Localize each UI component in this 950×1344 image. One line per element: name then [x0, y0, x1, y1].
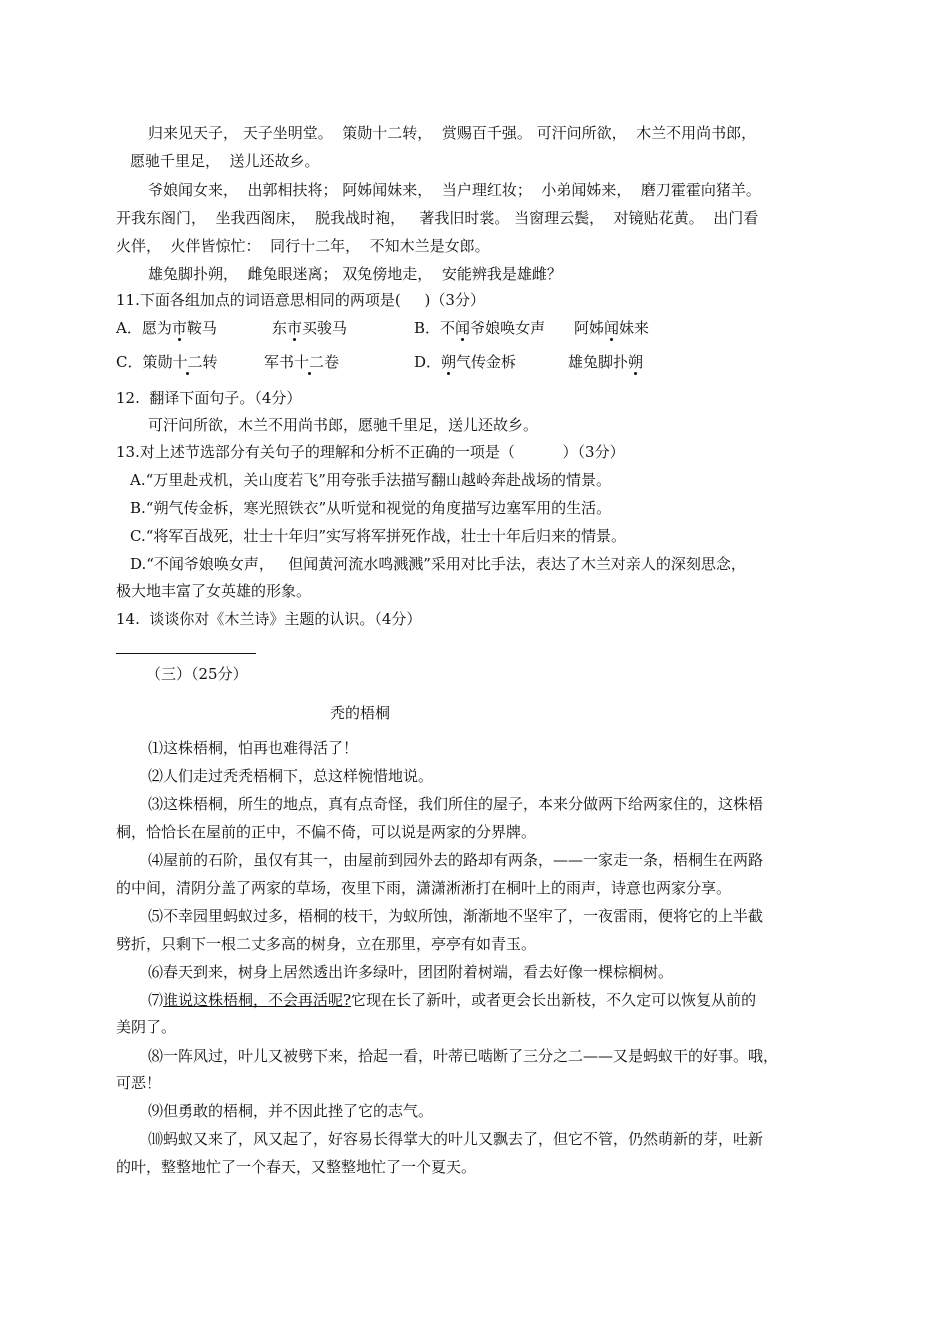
question-13-option-a: A.“万里赴戎机，关山度若飞”用夸张手法描写翻山越岭奔赴战场的情景。 [130, 471, 611, 489]
option-text: 卷 [324, 353, 340, 371]
poem-line: 愿驰千里足， 送儿还故乡。 [130, 152, 320, 170]
option-c [116, 352, 218, 372]
paragraph: ⑴这株梧桐，怕再也难得活了！ [148, 739, 359, 757]
option-text: 爷娘唤女声 [470, 319, 546, 337]
question-13-option-d-cont: 极大地丰富了女英雄的形象。 [116, 582, 312, 600]
option-text: 愿为 [141, 319, 172, 337]
option-text: 妹来 [619, 319, 650, 337]
option-text: 买骏马 [302, 319, 348, 337]
question-13-stem: 13.对上述节选部分有关句子的理解和分析不正确的一项是（ ）（3分） [116, 443, 625, 461]
dotted-word: 朔 [441, 353, 457, 371]
option-label: A． [116, 319, 142, 337]
option-text: 鞍马 [186, 319, 217, 337]
option-text: 雄兔脚扑 [568, 353, 629, 371]
option-a [116, 318, 217, 338]
question-13-option-b: B.“朔气传金柝，寒光照铁衣”从听觉和视觉的角度描写边塞军用的生活。 [130, 499, 612, 517]
question-14-stem: 14. 谈谈你对《木兰诗》主题的认识。（4分） [116, 610, 422, 628]
dotted-word: 十二 [294, 353, 325, 371]
dotted-word: 朔 [628, 353, 644, 371]
option-label: B． [414, 319, 441, 337]
paragraph-number: ⑺ [148, 991, 164, 1009]
paragraph: ⑸不幸园里蚂蚁过多，梧桐的枝干，为蚁所蚀，渐渐地不坚牢了，一夜雷雨，便将它的上半截 [148, 907, 764, 925]
dotted-word: 市 [287, 319, 303, 337]
option-b-pair [574, 318, 649, 338]
paragraph-cont: 的叶，整整地忙了一个春天，又整整地忙了一个夏天。 [116, 1158, 477, 1176]
question-12-sentence: 可汗问所欲，木兰不用尚书郎，愿驰千里足，送儿还故乡。 [148, 416, 539, 434]
paragraph-text: 它现在长了新叶，或者更会长出新枝，不久定可以恢复从前的 [351, 991, 757, 1009]
poem-line: 归来见天子， 天子坐明堂。 策勋十二转， 赏赐百千强。 可汗问所欲， 木兰不用尚书郎， [148, 124, 757, 142]
paragraph-cont: 的中间，清阴分盖了两家的草场，夜里下雨，潇潇淅淅打在桐叶上的雨声，诗意也两家分享。 [116, 879, 732, 897]
option-text: 转 [202, 353, 218, 371]
dotted-word: 闻 [604, 319, 620, 337]
option-text: 气传金柝 [456, 353, 517, 371]
poem-line: 爷娘闻女来， 出郭相扶将； 阿姊闻妹来， 当户理红妆； 小弟闻姊来， 磨刀霍霍向猪羊。 [148, 181, 761, 199]
option-label: C． [116, 353, 143, 371]
paragraph: ⑼但勇敢的梧桐，并不因此挫了它的志气。 [148, 1102, 434, 1120]
option-d-pair [568, 352, 643, 372]
option-label: D． [414, 353, 442, 371]
option-text: 军书 [264, 353, 295, 371]
paragraph: ⑶这株梧桐，所生的地点，真有点奇怪，我们所住的屋子，本来分做两下给两家住的，这株梧 [148, 795, 764, 813]
poem-line: 开我东阁门， 坐我西阁床， 脱我战时袍， 著我旧时裳。 当窗理云鬓， 对镜贴花黄。 出门看 [116, 209, 759, 227]
paragraph: ⑽蚂蚁又来了，风又起了，好容易长得掌大的叶儿又飘去了，但它不管，仍然萌新的芽，吐新 [148, 1130, 764, 1148]
underlined-sentence: 谁说这株梧桐，不会再活呢? [163, 991, 352, 1009]
paragraph-cont: 美阴了。 [116, 1018, 177, 1036]
option-b [414, 318, 545, 338]
option-a-pair [272, 318, 347, 338]
option-d [414, 352, 516, 372]
poem-line: 火伴， 火伴皆惊忙： 同行十二年， 不知木兰是女郎。 [116, 237, 490, 255]
paragraph: ⑹春天到来，树身上居然透出许多绿叶，团团附着树端，看去好像一棵棕榈树。 [148, 963, 674, 981]
question-11-stem: 11.下面各组加点的词语意思相同的两项是( )（3分） [116, 291, 485, 309]
paragraph-cont: 可恶！ [116, 1074, 162, 1092]
paragraph-cont: 劈折，只剩下一根二丈多高的树身，立在那里，亭亭有如青玉。 [116, 935, 537, 953]
option-text: 东 [272, 319, 288, 337]
question-12-stem: 12. 翻译下面句子。（4分） [116, 389, 302, 407]
paragraph-cont: 桐，恰恰长在屋前的正中，不偏不倚，可以说是两家的分界牌。 [116, 823, 537, 841]
passage-title: 秃的梧桐 [330, 704, 391, 722]
poem-line: 雄兔脚扑朔， 雌兔眼迷离； 双兔傍地走， 安能辨我是雄雌？ [148, 265, 562, 283]
answer-line [116, 653, 256, 654]
question-13-option-d: D.“不闻爷娘唤女声， 但闻黄河流水鸣溅溅”采用对比手法，表达了木兰对亲人的深刻思念， [130, 555, 746, 573]
option-text: 阿姊 [574, 319, 605, 337]
dotted-word: 十二 [172, 353, 203, 371]
dotted-word: 市 [171, 319, 187, 337]
option-c-pair [264, 352, 339, 372]
question-13-option-c: C.“将军百战死，壮士十年归”实写将军拼死作战，壮士十年后归来的情景。 [130, 527, 627, 545]
dotted-word: 闻 [455, 319, 471, 337]
paragraph: ⑻一阵风过，叶儿又被劈下来，拾起一看，叶蒂已啮断了三分之二——又是蚂蚁干的好事。哦， [148, 1047, 779, 1065]
paragraph: ⑵人们走过秃秃梧桐下，总这样惋惜地说。 [148, 767, 434, 785]
section-heading: （三）（25分） [146, 665, 248, 683]
paragraph: ⑷屋前的石阶，虽仅有其一，由屋前到园外去的路却有两条，——一家走一条，梧桐生在两路 [148, 851, 764, 869]
option-text: 不 [440, 319, 456, 337]
option-text: 策勋 [142, 353, 173, 371]
paragraph [148, 990, 756, 1010]
